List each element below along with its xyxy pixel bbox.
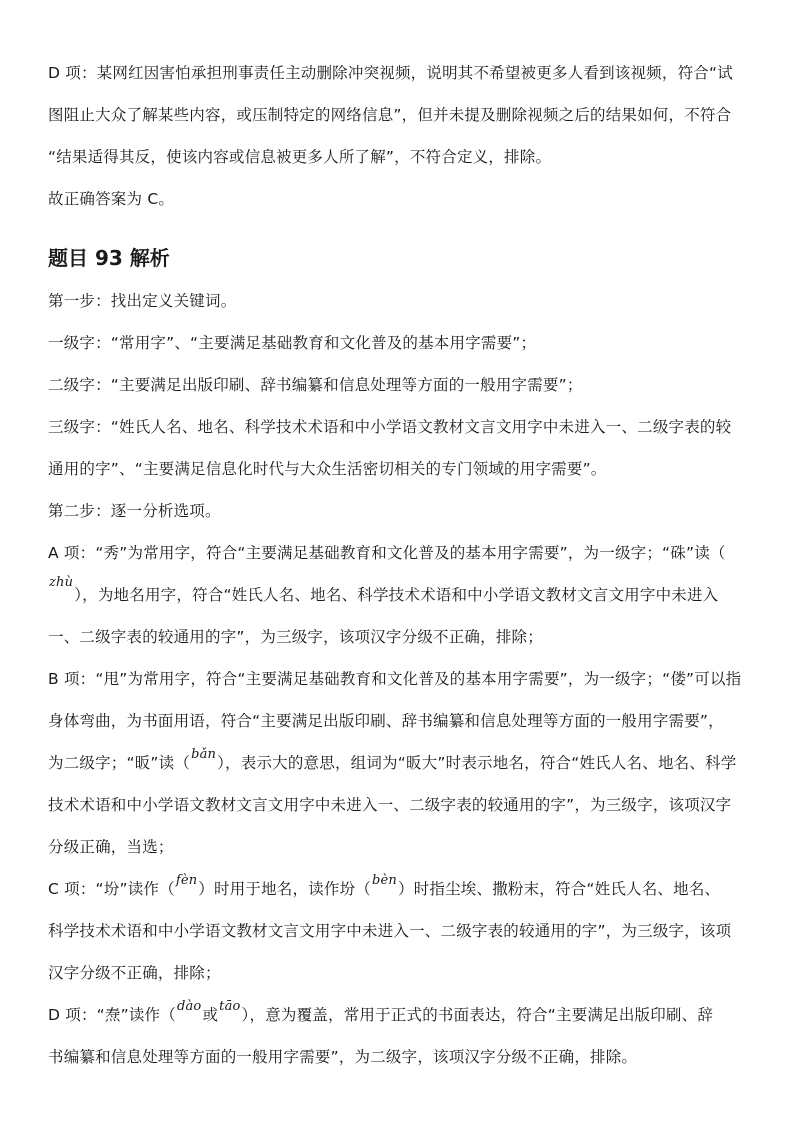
option-c-line-1 — [48, 868, 760, 910]
option-b-line-3-start: 为二级字；“昄”读（ — [48, 754, 191, 772]
pinyin-zhu: zhù — [49, 575, 74, 590]
level-2-definition: 二级字：“主要满足出版印刷、辞书编纂和信息处理等方面的一般用字需要”； — [48, 376, 583, 394]
step-2: 第二步：逐一分析选项。 — [48, 502, 221, 520]
option-d-explanation-line-2: 图阻止大众了解某些内容，或压制特定的网络信息”，但并未提及删除视频之后的结果如何，不符合 — [48, 106, 732, 124]
option-c-line-3: 汉字分级不正确，排除； — [48, 964, 221, 982]
answer-line: 故正确答案为 C。 — [48, 190, 175, 208]
option-d-line-1 — [48, 994, 760, 1036]
option-d-explanation-line-1: D 项：某网红因害怕承担刑事责任主动删除冲突视频，说明其不希望被更多人看到该视频，符合“试 — [48, 64, 733, 82]
level-3-definition-line-2: 通用的字”、“主要满足信息化时代与大众生活密切相关的专门领域的用字需要”。 — [48, 460, 607, 478]
pinyin-ben: bèn — [372, 873, 397, 888]
option-a-line-2-text: ），为地名用字，符合“姓氏人名、地名、科学技术术语和中小学语文教材文言文用字中未进入 — [74, 586, 719, 604]
option-c-line-1-end: ）时指尘埃、撒粉末，符合“姓氏人名、地名、 — [398, 880, 721, 898]
option-d-line-2: 书编纂和信息处理等方面的一般用字需要”，为二级字，该项汉字分级不正确，排除。 — [48, 1048, 638, 1066]
option-b-line-4: 技术术语和中小学语文教材文言文用字中未进入一、二级字表的较通用的字”，为三级字，该项汉字 — [48, 796, 732, 814]
option-b-line-2: 身体弯曲，为书面用语，符合“主要满足出版印刷、辞书编纂和信息处理等方面的一般用字需要”， — [48, 712, 724, 730]
option-b-line-1: B 项：“甩”为常用字，符合“主要满足基础教育和文化普及的基本用字需要”，为一级字；“偻”可以指 — [48, 670, 742, 688]
or-word: 或 — [202, 1006, 219, 1024]
pinyin-fen: fèn — [175, 873, 198, 888]
previous-answer-block — [48, 52, 760, 220]
option-a-line-2 — [48, 574, 760, 616]
option-b-line-5: 分级正确，当选； — [48, 838, 174, 856]
option-d-line-1-end: ），意为覆盖，常用于正式的书面表达，符合“主要满足出版印刷、辞 — [241, 1006, 714, 1024]
level-1-definition: 一级字：“常用字”、“主要满足基础教育和文化普及的基本用字需要”； — [48, 334, 537, 352]
option-c-line-1-middle: ）时用于地名，读作坋（ — [198, 880, 371, 898]
pinyin-tao: tāo — [219, 999, 241, 1014]
option-b-line-3-end: ），表示大的意思，组词为“昄大”时表示地名，符合“姓氏人名、地名、科学 — [217, 754, 737, 772]
pinyin-dao: dào — [176, 999, 202, 1014]
section-title: 题目 93 解析 — [48, 246, 170, 270]
option-a-line-1: A 项：“秀”为常用字，符合“主要满足基础教育和文化普及的基本用字需要”，为一级字；“硃”读（ — [48, 544, 726, 562]
option-c-line-1-start: C 项：“坋”读作（ — [48, 880, 175, 898]
option-d-explanation-line-3: “结果适得其反，使该内容或信息被更多人所了解”，不符合定义，排除。 — [48, 148, 552, 166]
step-1: 第一步：找出定义关键词。 — [48, 292, 237, 310]
level-3-definition-line-1: 三级字：“姓氏人名、地名、科学技术术语和中小学语文教材文言文用字中未进入一、二级字表的较 — [48, 418, 732, 436]
option-d-line-1-start: D 项：“焘”读作（ — [48, 1006, 176, 1024]
pinyin-ban: bǎn — [191, 747, 217, 762]
option-b-line-3 — [48, 742, 760, 784]
option-a-line-3: 一、二级字表的较通用的字”，为三级字，该项汉字分级不正确，排除； — [48, 628, 543, 646]
analysis-block — [48, 280, 760, 1078]
option-c-line-2: 科学技术术语和中小学语文教材文言文用字中未进入一、二级字表的较通用的字”，为三级字，该项 — [48, 922, 732, 940]
